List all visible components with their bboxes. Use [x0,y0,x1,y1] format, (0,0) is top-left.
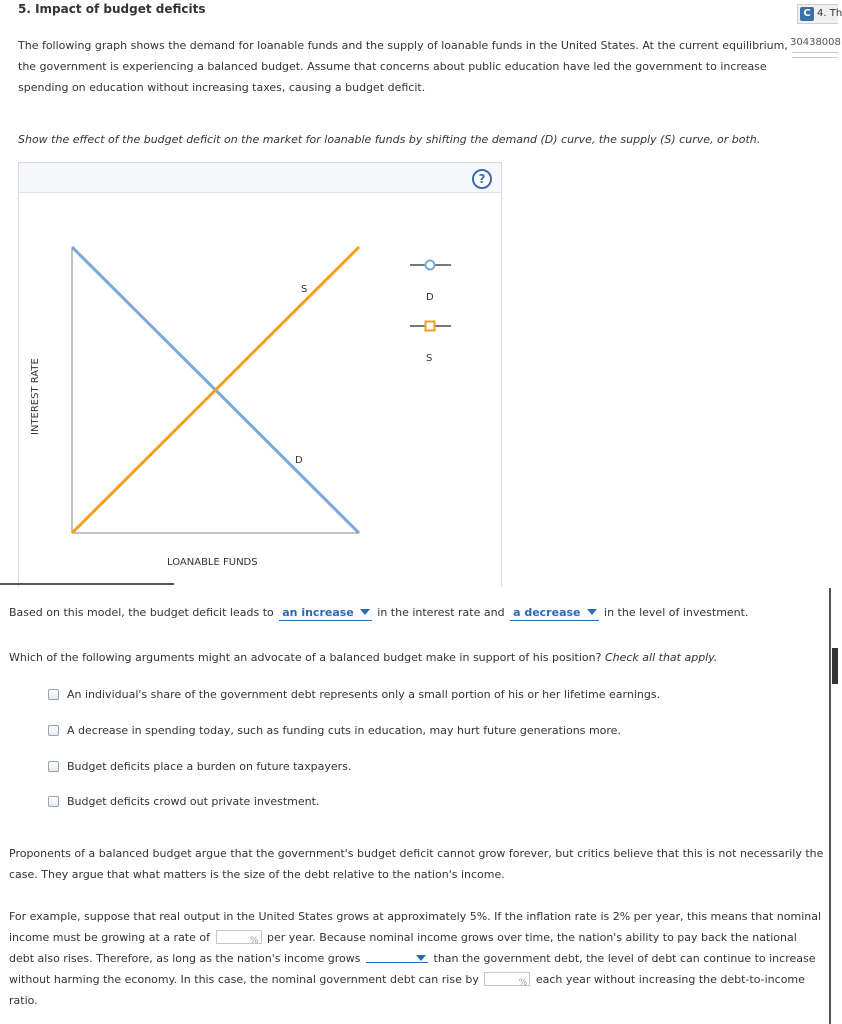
income-growth-dropdown[interactable] [366,951,428,963]
interest-rate-dropdown[interactable] [279,606,372,621]
arguments-question [9,651,717,664]
p4-text-2: per year. Because nominal income grows over time, the nation's ability to pay back the national debt also rises. Therefore, as long as the nation's income grows [9,931,797,965]
arguments-question-text: Which of the following arguments might an advocate of a balanced budget make in support of his position? [9,651,602,664]
supply-tool-handle[interactable] [426,322,435,331]
course-logo-icon: C [800,7,814,21]
demand-tool-handle[interactable] [426,261,435,270]
side-scroll-handle[interactable] [832,648,838,684]
percent-sign: % [249,936,259,946]
investment-dropdown[interactable] [510,606,598,621]
next-question-label: 4. Th [817,8,842,19]
q1-prefix: Based on this model, the budget deficit leads to [9,606,274,619]
next-question-tab[interactable] [797,4,842,24]
q1-middle: in the interest rate and [377,606,505,619]
dropdown-arrow-icon [360,609,370,615]
loanable-funds-graph [19,163,503,588]
checkbox[interactable] [48,796,59,807]
argument-option-label: A decrease in spending today, such as funding cuts in education, may hurt future generations more. [67,724,621,737]
investment-dropdown-value: a decrease [513,606,581,619]
p4-text-1: For example, suppose that real output in the United States grows at approximately 5%. If the inflation rate is 2% per year, this means that nominal income must be growing at a rate of [9,910,822,944]
section-divider [0,583,174,585]
palette-demand-label: D [426,292,434,303]
y-axis-label: INTEREST RATE [30,358,41,435]
debt-growth-input[interactable] [484,972,530,986]
argument-option-label: An individual's share of the government debt represents only a small portion of his or her lifetime earnings. [67,688,661,701]
intro-paragraph: The following graph shows the demand for loanable funds and the supply of loanable funds in the United States. At the current equilibrium, the government is experiencing a balanced budget. Assume that concerns about public education have led the government to increase spending on education without increasing taxes, causing a budget deficit. [18,39,788,94]
graph-instruction: Show the effect of the budget deficit on the market for loanable funds by shifting the demand (D) curve, the supply (S) curve, or both. [18,133,761,146]
demand-curve-label: D [295,455,303,466]
checkbox[interactable] [48,725,59,736]
argument-option[interactable] [48,724,621,740]
argument-option[interactable] [48,760,351,776]
argument-option-label: Budget deficits place a burden on future taxpayers. [67,760,352,773]
critics-paragraph: Proponents of a balanced budget argue that the government's budget deficit cannot grow forever, but critics believe that this is not necessarily the case. They argue that what matters is the size of the debt relative to the nation's income. [9,847,824,881]
argument-option[interactable] [48,688,660,704]
supply-curve-label: S [301,284,308,295]
check-all-hint: Check all that apply. [604,651,718,664]
dropdown-arrow-icon [587,609,597,615]
argument-option-label: Budget deficits crowd out private investment. [67,795,320,808]
checkbox[interactable] [48,761,59,772]
p4-text-4: each year without increasing the debt-to-income ratio. [9,973,805,1007]
dropdown-arrow-icon [416,955,426,961]
question-title: 5. Impact of budget deficits [18,2,206,16]
checkbox[interactable] [48,689,59,700]
q1-suffix: in the level of investment. [604,606,749,619]
interest-rate-dropdown-value: an increase [282,606,354,619]
interest-rate-question [9,606,748,621]
argument-option[interactable] [48,795,319,811]
x-axis-label: LOANABLE FUNDS [167,557,258,568]
p4-text-3: than the government debt, the level of debt can continue to increase without harming the economy. In this case, the nominal government debt can rise by [9,952,816,986]
help-icon[interactable]: ? [472,169,492,189]
side-id-text: 30438008 [790,37,841,48]
percent-sign: % [518,978,528,988]
graph-panel [18,162,502,587]
panel-border [829,588,831,1024]
palette-supply-label: S [426,353,433,364]
side-divider [792,52,838,53]
nominal-growth-input[interactable] [216,930,262,944]
nominal-income-paragraph [9,906,824,1011]
side-divider [792,57,838,58]
